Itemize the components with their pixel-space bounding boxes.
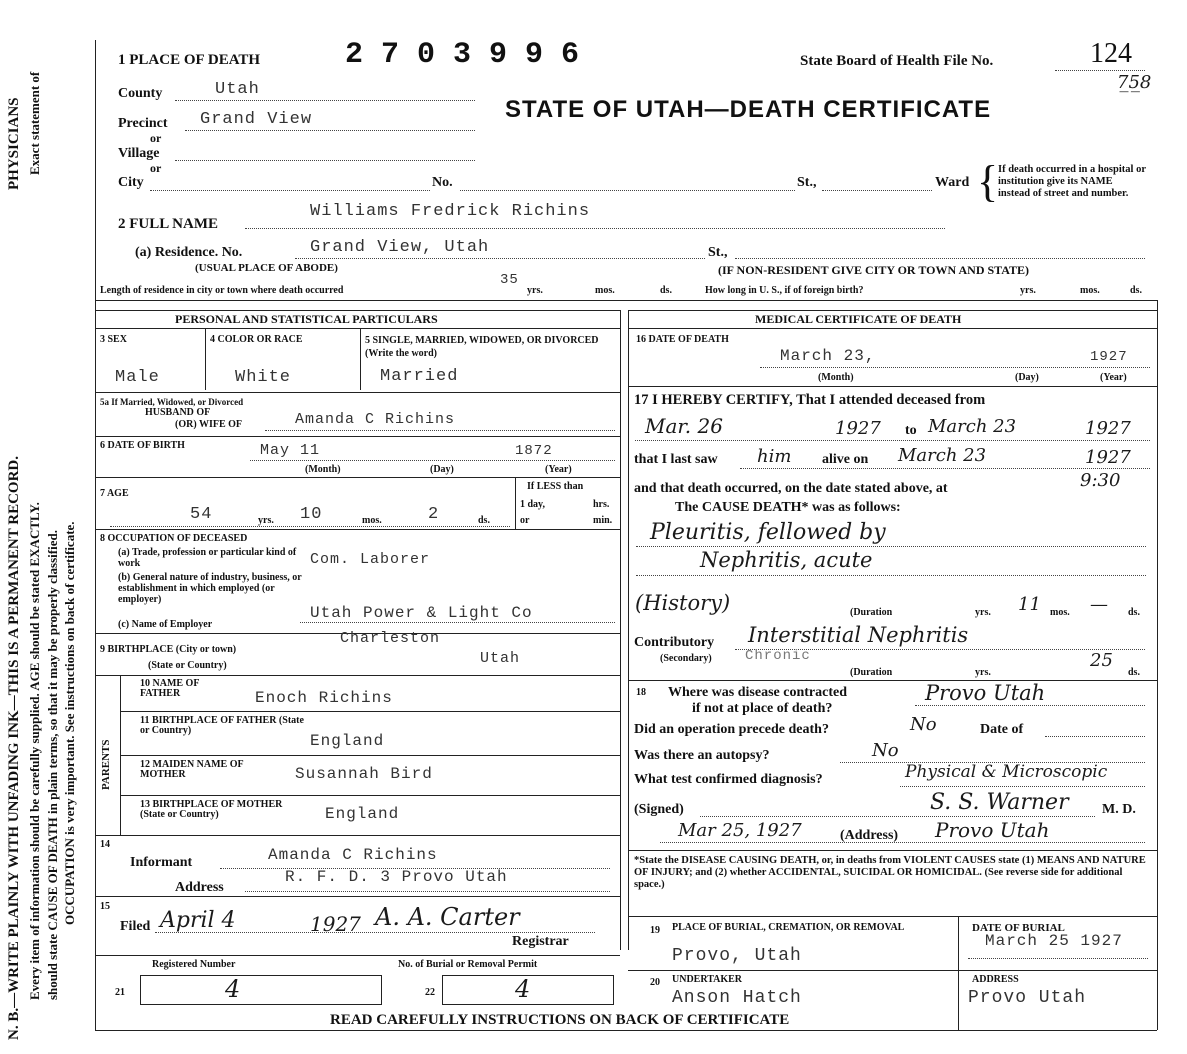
precinct-value: Grand View (200, 110, 313, 129)
birthplace-city: Charleston (340, 630, 441, 647)
color-value: White (235, 368, 292, 387)
medical-heading: MEDICAL CERTIFICATE OF DEATH (755, 312, 962, 326)
certificate-title: STATE OF UTAH—DEATH CERTIFICATE (505, 96, 992, 123)
how-long-ds: ds. (1130, 285, 1142, 296)
contributory-value: Interstitial Nephritis (748, 623, 969, 647)
file-no: 124 (1090, 38, 1132, 69)
full-name-label: 2 FULL NAME (118, 216, 219, 232)
signed-date: Mar 25, 1927 (678, 820, 802, 841)
nonresident-label: (IF NON-RESIDENT GIVE CITY OR TOWN AND STATE) (718, 263, 1030, 277)
city-no-label: No. (432, 175, 453, 190)
personal-heading: PERSONAL AND STATISTICAL PARTICULARS (175, 312, 438, 326)
burial-permit-value: 4 (515, 975, 531, 1003)
duration-ds: ds. (1128, 607, 1140, 618)
how-long-yrs: yrs. (1020, 285, 1036, 296)
village-label: Village (118, 146, 160, 161)
attended-from-year: 1927 (835, 418, 881, 439)
signed-address-label: (Address) (840, 828, 899, 843)
mother-bp-label: 13 BIRTHPLACE OF MOTHER (State or Country) (140, 799, 283, 820)
dob-year-label: (Year) (545, 464, 572, 475)
attended-to-year: 1927 (1085, 418, 1131, 439)
side-note-1: N. B.—WRITE PLAINLY WITH UNFADING INK—THIS IS A PERMANENT RECORD. (6, 456, 22, 1040)
undertaker-addr-label: ADDRESS (972, 974, 1019, 985)
spouse-label-a: 5a If Married, Widowed, or Divorced (100, 397, 244, 407)
occurred-label: and that death occurred, on the date stated above, at (634, 481, 948, 496)
alive-on: March 23 (898, 445, 987, 466)
contracted-label2: if not at place of death? (692, 701, 833, 716)
filed-label: Filed (120, 919, 151, 934)
secondary-label: (Secondary) (660, 653, 712, 664)
usual-abode-label: (USUAL PLACE OF ABODE) (195, 262, 338, 274)
date-of-death-value: March 23, (780, 347, 876, 365)
undertaker-no: 20 (650, 977, 660, 988)
burial-place-value: Provo, Utah (672, 946, 802, 966)
age-ds-label: ds. (478, 515, 490, 526)
to-label: to (905, 423, 917, 438)
sex-label: 3 SEX (100, 334, 127, 345)
if-less-label: If LESS than (527, 481, 584, 492)
residence-value: Grand View, Utah (310, 238, 490, 257)
city-label: City (118, 175, 144, 190)
ward-label: Ward (935, 175, 970, 190)
cause-label: The CAUSE DEATH* was as follows: (675, 500, 901, 515)
last-saw-who: him (757, 446, 792, 467)
certify-label: 17 I HEREBY CERTIFY, That I attended deceased from (634, 392, 986, 408)
contributory-label: Contributory (634, 635, 715, 650)
death-year-label: (Year) (1100, 372, 1127, 383)
death-year-value: 1927 (1090, 349, 1128, 365)
informant-value: Amanda C Richins (268, 846, 438, 864)
reg-no-label: Registered Number (152, 959, 236, 970)
operation-value: No (910, 714, 937, 735)
age-mos-label: mos. (362, 515, 382, 526)
burial-permit-label: No. of Burial or Removal Permit (398, 959, 538, 970)
side-note-4: OCCUPATION is very important. See instructions on back of certificate. (62, 521, 77, 925)
hospital-note: If death occurred in a hospital or institution give its NAME instead of street and number. (998, 164, 1146, 199)
secondary-value: Chronic (745, 648, 811, 664)
father-value: Enoch Richins (255, 689, 393, 707)
autopsy-value: No (872, 740, 899, 761)
filed-date: April 4 (160, 908, 236, 933)
duration2-label: (Duration (850, 667, 893, 678)
signed-address-value: Provo Utah (935, 818, 1050, 842)
age-months: 10 (300, 505, 323, 524)
sex-value: Male (115, 368, 160, 387)
file-no-label: State Board of Health File No. (800, 53, 994, 69)
birthplace-state: Utah (480, 650, 521, 667)
attended-from: Mar. 26 (645, 414, 723, 438)
footnote: *State the DISEASE CAUSING DEATH, or, in deaths from VIOLENT CAUSES state (1) MEANS AND NATURE OF INJURY; and (2) whether ACCIDENTAL, SUICIDAL OR HOMICIDAL. (See reverse side for additional space.) (634, 855, 1146, 890)
city-st-label: St., (797, 175, 817, 190)
precinct-label: Precinct (118, 116, 168, 131)
footer-instructions: READ CAREFULLY INSTRUCTIONS ON BACK OF CERTIFICATE (330, 1012, 790, 1028)
cause-line2: Nephritis, acute (700, 548, 873, 572)
how-long-mos: mos. (1080, 285, 1100, 296)
autopsy-label: Was there an autopsy? (634, 748, 770, 763)
side-note-2: Every item of information should be carefully supplied. AGE should be stated EXACTLY. (27, 502, 42, 1000)
occupation-value: Com. Laborer (310, 551, 431, 568)
how-long-label: How long in U. S., if of foreign birth? (705, 285, 864, 296)
contracted-no: 18 (636, 687, 646, 698)
burial-date-label: DATE OF BURIAL (972, 922, 1065, 934)
age-yrs-label: yrs. (258, 515, 274, 526)
occ-b-label: (b) General nature of industry, business, or establishment in which employed (or employer) (118, 572, 302, 605)
alive-on-label: alive on (822, 452, 869, 467)
one-day-label: 1 day, (520, 499, 546, 510)
registrar-label: Registrar (512, 934, 569, 949)
dob-label: 6 DATE OF BIRTH (100, 440, 185, 451)
test-label: What test confirmed diagnosis? (634, 772, 823, 787)
md-label: M. D. (1102, 802, 1136, 817)
death-time: 9:30 (1080, 470, 1121, 491)
marital-value: Married (380, 367, 459, 386)
or-2: or (150, 161, 162, 175)
duration2-value: 25 (1090, 650, 1113, 671)
dob-month-label: (Month) (305, 464, 341, 475)
hrs-label: hrs. (593, 499, 610, 510)
length-ds: ds. (660, 285, 672, 296)
occ-c-label: (c) Name of Employer (118, 619, 213, 630)
employer-value: Utah Power & Light Co (310, 604, 533, 622)
birthplace-sub: (State or Country) (148, 660, 227, 671)
operation-label: Did an operation precede death? (634, 722, 829, 737)
spouse-label-c: (OR) WIFE OF (175, 419, 243, 430)
burial-place-no: 19 (650, 925, 660, 936)
burial-place-label: PLACE OF BURIAL, CREMATION, OR REMOVAL (672, 922, 905, 933)
full-name-value: Williams Fredrick Richins (310, 202, 591, 221)
duration-label: (Duration (850, 607, 893, 618)
county-label: County (118, 86, 163, 101)
dob-day-label: (Day) (430, 464, 454, 475)
undertaker-value: Anson Hatch (672, 988, 802, 1008)
father-bp-value: England (310, 732, 385, 750)
length-value: 35 (500, 272, 519, 288)
history: (History) (635, 591, 731, 615)
occupation-label: 8 OCCUPATION OF DECEASED (100, 533, 248, 544)
side-note-2b: Exact statement of (27, 71, 42, 175)
spouse-label-b: HUSBAND OF (145, 407, 211, 418)
file-no-extra: 7̲5̲8 (1117, 72, 1152, 93)
contracted-label: Where was disease contracted (668, 685, 847, 700)
last-saw-label: that I last saw (634, 452, 718, 467)
undertaker-label: UNDERTAKER (672, 974, 743, 985)
side-note-1b: PHYSICIANS (6, 97, 22, 190)
marital-label: 5 SINGLE, MARRIED, WIDOWED, OR DIVORCED (Write the word) (365, 335, 599, 359)
duration-mos: mos. (1050, 607, 1070, 618)
death-day-label: (Day) (1015, 372, 1039, 383)
dob-month: May 11 (260, 442, 321, 459)
spouse-value: Amanda C Richins (295, 411, 456, 428)
occ-a-label: (a) Trade, profession or particular kind of work (118, 547, 297, 569)
cause-line1: Pleuritis, fellowed by (650, 520, 886, 545)
serial-number: 2 7 0 3 9 9 6 (345, 38, 580, 72)
side-note-3: should state CAUSE OF DEATH in plain terms, so that it may be properly classified. (45, 530, 60, 1000)
mother-label: 12 MAIDEN NAME OF MOTHER (140, 759, 244, 780)
mother-value: Susannah Bird (295, 765, 433, 783)
date-of-death-label: 16 DATE OF DEATH (636, 334, 729, 345)
duration-yrs: yrs. (975, 607, 991, 618)
parents-label: PARENTS (100, 739, 112, 790)
date-of-label: Date of (980, 722, 1024, 737)
duration2-yrs: yrs. (975, 667, 991, 678)
age-years: 54 (190, 505, 213, 524)
mother-bp-value: England (325, 805, 400, 823)
informant-address-value: R. F. D. 3 Provo Utah (285, 868, 508, 886)
signed-label: (Signed) (634, 802, 684, 817)
father-label: 10 NAME OF FATHER (140, 678, 200, 699)
duration-value: 11 (1018, 594, 1041, 615)
burial-date-value: March 25 1927 (985, 932, 1123, 950)
length-yrs: yrs. (527, 285, 543, 296)
filed-year: 1927 (310, 912, 361, 936)
or-1: or (150, 131, 162, 145)
birthplace-label: 9 BIRTHPLACE (City or town) (100, 644, 237, 655)
residence-st-label: St., (708, 245, 728, 260)
brace: { (977, 157, 999, 206)
informant-label: Informant (130, 855, 193, 870)
attended-to: March 23 (928, 416, 1017, 437)
reg-no-box (140, 975, 382, 1005)
father-bp-label: 11 BIRTHPLACE OF FATHER (State or Country) (140, 715, 304, 736)
length-mos: mos. (595, 285, 615, 296)
age-label: 7 AGE (100, 488, 129, 499)
residence-label: (a) Residence. No. (135, 245, 243, 260)
death-month-label: (Month) (818, 372, 854, 383)
test-value: Physical & Microscopic (905, 762, 1108, 782)
burial-permit-prefix: 22 (425, 987, 435, 998)
county-value: Utah (215, 80, 260, 99)
contracted-value: Provo Utah (925, 681, 1046, 705)
duration-mos-value: — (1090, 594, 1108, 615)
undertaker-addr-value: Provo Utah (968, 988, 1087, 1008)
length-label: Length of residence in city or town where death occurred (100, 285, 344, 296)
alive-on-year: 1927 (1085, 447, 1131, 468)
color-label: 4 COLOR OR RACE (210, 334, 303, 345)
or-label: or (520, 515, 530, 526)
filed-no: 15 (100, 901, 110, 912)
min-label: min. (593, 515, 613, 526)
place-of-death-label: 1 PLACE OF DEATH (118, 52, 261, 68)
duration2-ds: ds. (1128, 667, 1140, 678)
reg-no-value: 4 (225, 975, 241, 1003)
signed-value: S. S. Warner (930, 790, 1069, 815)
informant-address-label: Address (175, 880, 224, 895)
registrar-signature: A. A. Carter (375, 903, 520, 931)
reg-no-prefix: 21 (115, 987, 125, 998)
dob-year: 1872 (515, 443, 553, 459)
informant-no: 14 (100, 839, 110, 850)
age-days: 2 (428, 505, 440, 524)
